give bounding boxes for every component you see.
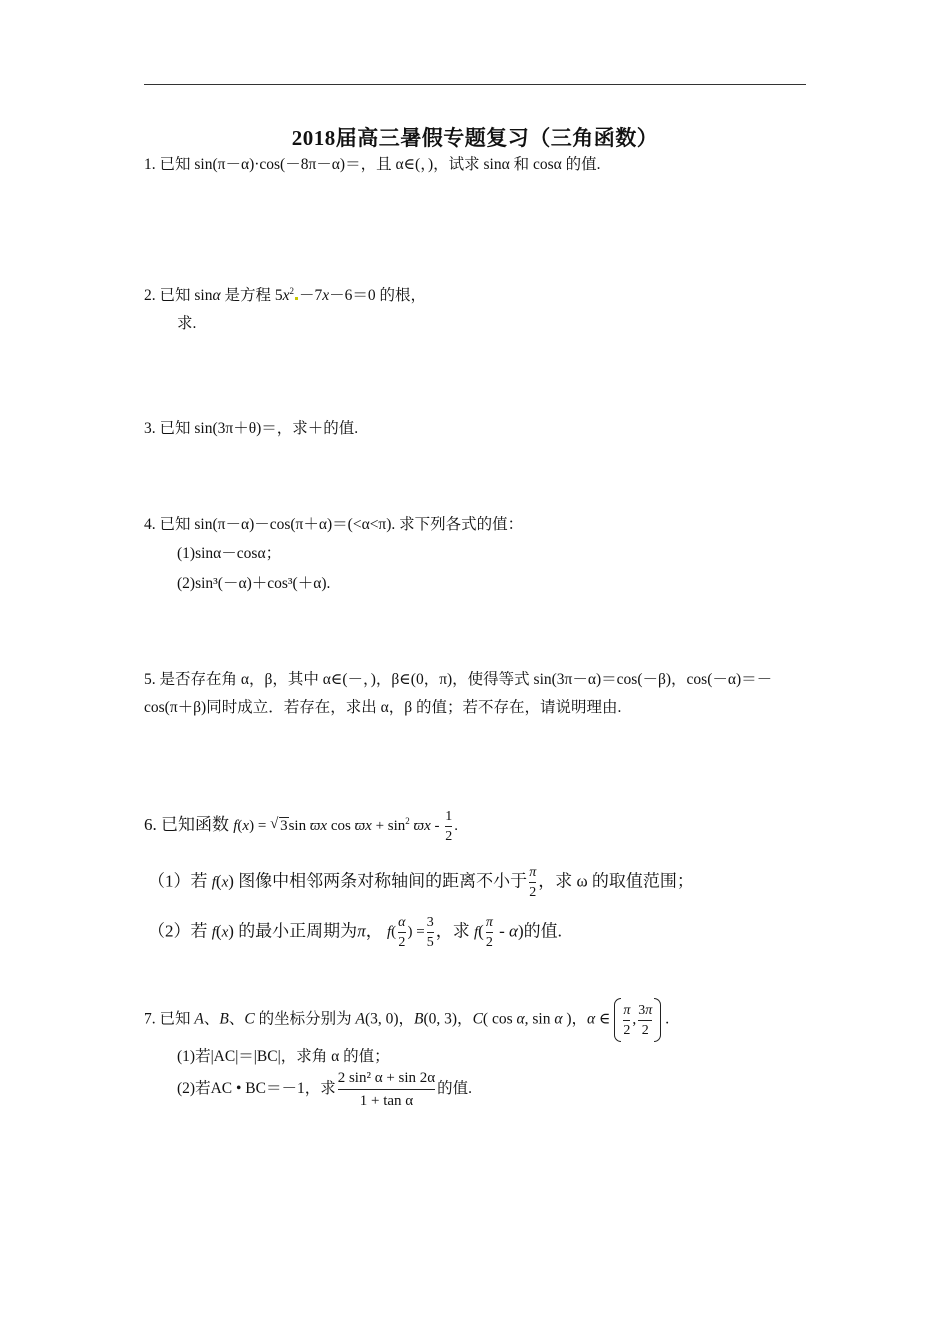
close-bracket [654,998,661,1042]
question-7-line-1: 7. 已知 A、B、C 的坐标分别为 A(3, 0)，B(0, 3)，C( cos α, sin α )，α ∈ $\frac{\pi}{2}$ , $\frac{3\pi}{2}$ . [144,998,669,1042]
question-6-part-1: （1）若 f(x) 图像中相邻两条对称轴间的距离不小于 $\frac{\pi}{2}$ ，求 ω 的取值范围； [148,865,694,900]
question-3: 3. 已知 sin(3π＋θ)＝，求＋的值. [144,420,359,437]
question-5-line-2: cos(π＋β)同时成立．若存在，求出 α，β 的值；若不存在，请说明理由. [144,699,622,716]
question-6-part-2: （2）若 f(x) 的最小正周期为π， f( $\frac{\alpha}{2}$ ) = $\frac{3}{5}$ ，求 f( $\frac{\pi}{2}$ - α)的值. [148,915,562,951]
question-7-part-2: (2)若AC • BC＝－1，求 $\frac{\text{2 sin² α + sin 2α}}{\text{1 + tan α}}$ 的值. [177,1070,473,1109]
page-title: 2018届高三暑假专题复习（三角函数） [291,126,659,150]
question-2-line-1: 2. 已知 sinα 是方程 $5x^2 -7x-6=0$ 的根， [144,285,427,304]
question-2-line-2: 求. [177,315,197,332]
question-1: 1. 已知 sin(π－α)·cos(－8π－α)＝，且 α∈(，)，试求 sinα 和 cosα 的值. [144,156,601,173]
question-7-part-1: (1)若|AC|＝|BC|，求角 α 的值； [177,1048,390,1065]
fraction: $\frac{\text{2 sin² α + sin 2α}}{\text{1 + tan α}}$ [337,1070,436,1109]
question-4-part-2: (2)sin³(－α)＋cos³(＋α). [177,575,331,592]
question-4-line-1: 4. 已知 sin(π－α)－cos(π＋α)＝(<α<π). 求下列各式的值： [144,516,524,533]
question-6-line-1 [144,808,458,845]
question-6-function: f(x) = √ 3sin ϖx $\cos ϖx + \sin^2 ϖx$ - $\frac{1}{2}$ . [233,809,459,844]
question-4-part-1: (1)sinα－cosα； [177,545,282,562]
header-rule [144,84,806,85]
marker-dot [295,297,298,300]
question-5-line-1: 5. 是否存在角 α，β，其中 α∈(－，)，β∈(0，π)，使得等式 sin(3π－α)＝cos(－β)，cos(－α)＝－ [144,671,773,688]
open-bracket [614,998,621,1042]
question-6-label: 6. 已知函数 [144,814,229,834]
